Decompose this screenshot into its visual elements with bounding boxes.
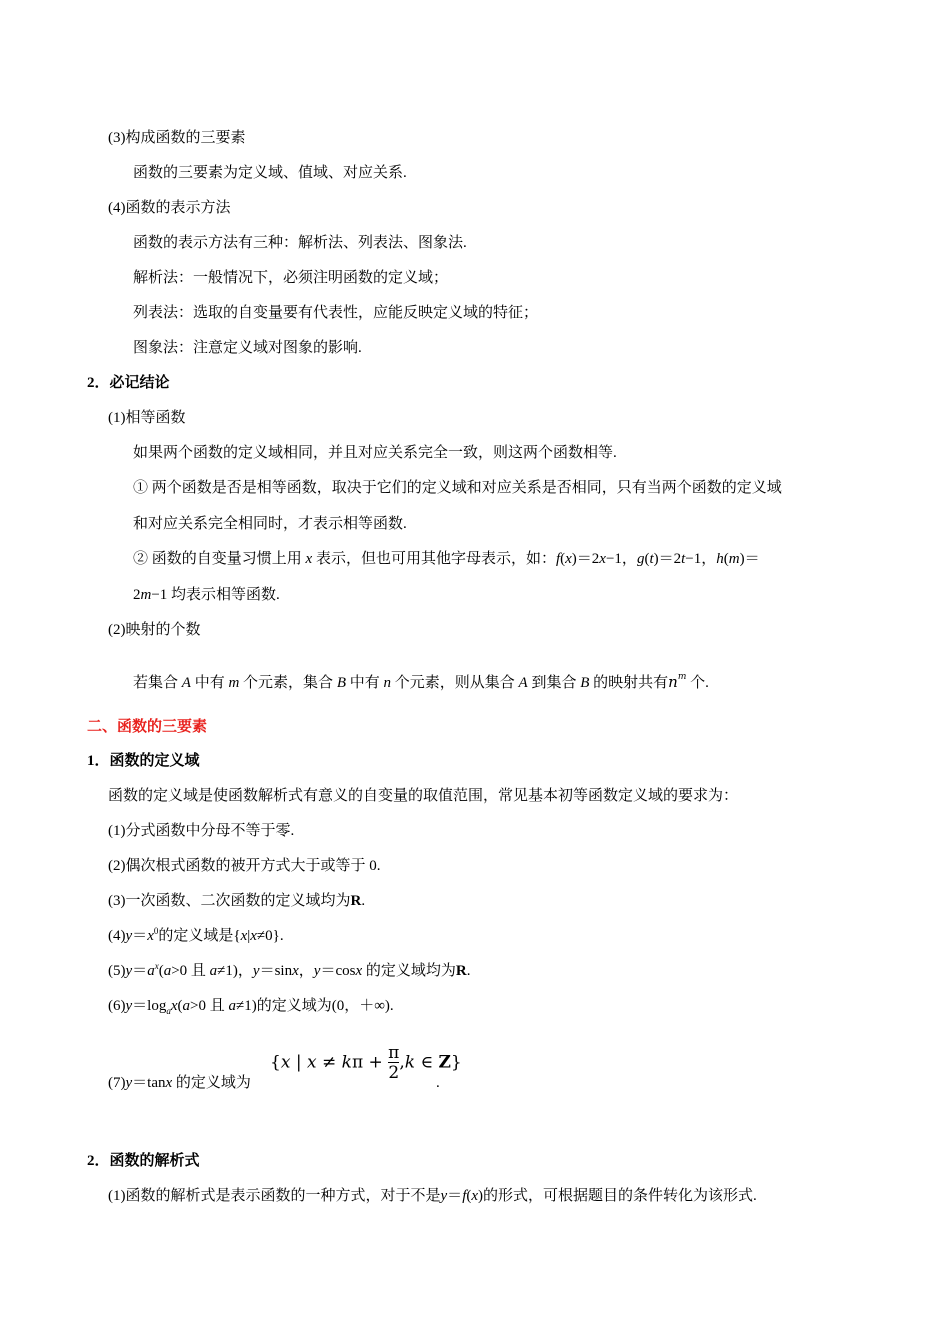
note2-line2: 2m−1 均表示相等函数. (133, 587, 280, 603)
domain-rule-2: (2)偶次根式函数的被开方式大于或等于 0. (108, 858, 381, 874)
section-title-three-elements: 二、函数的三要素 (87, 719, 208, 735)
mapping-power: $n^m$ (668, 672, 687, 691)
heading-text: 必记结论 (109, 375, 170, 391)
domain-rule-6: $(6)y=\log_ax(a>0$ 且 a≠1)的定义域为(0，＋∞). (108, 998, 394, 1016)
domain-intro: 函数的定义域是使函数解析式有意义的自变量的取值范围，常见基本初等函数定义域的要求为： (108, 788, 739, 804)
heading-domain: 1．函数的定义域 (87, 753, 200, 769)
note2-line1: ② 函数的自变量习惯上用 x 表示，但也可用其他字母表示，如：f(x)＝2x−1，g(t)＝2t−1，h(m)＝ (133, 551, 760, 567)
heading-expression: 2．函数的解析式 (87, 1153, 200, 1169)
domain-rule-7-end: . (436, 1075, 440, 1091)
item3-body: 函数的三要素为定义域、值域、对应关系. (133, 165, 407, 181)
note1-line2: 和对应关系完全相同时，才表示相等函数. (133, 516, 407, 532)
expression-para-1: (1)函数的解析式是表示函数的一种方式，对于不是y＝f(x)的形式，可根据题目的条件转化为该形式. (108, 1188, 757, 1204)
tuxiang-method: 图象法：注意定义域对图象的影响. (133, 340, 362, 356)
liebiao-method: 列表法：选取的自变量要有代表性，应能反映定义域的特征； (133, 305, 539, 321)
domain-rule-5: $(5)y=a^x(a>0$ 且 a≠1)，y＝sinx，y＝cosx 的定义域均为R. (108, 961, 471, 979)
mapping-body: 若集合 A 中有 m 个元素，集合 B 中有 n 个元素，则从集合 A 到集合 B 的映射共有$n^m$ 个. (133, 672, 709, 691)
item4-title: (4)函数的表示方法 (108, 200, 231, 216)
item3-title: (3)构成函数的三要素 (108, 130, 246, 146)
domain-rule-3: (3)一次函数、二次函数的定义域均为R. (108, 893, 366, 909)
jiexi-method: 解析法：一般情况下，必须注明函数的定义域； (133, 270, 449, 286)
mapping-title: (2)映射的个数 (108, 622, 201, 638)
equal-functions-title: (1)相等函数 (108, 410, 186, 426)
item4-body: 函数的表示方法有三种：解析法、列表法、图象法. (133, 235, 467, 251)
note1-line1: ① 两个函数是否是相等函数，取决于它们的定义域和对应关系是否相同，只有当两个函数的定义域 (133, 480, 782, 496)
heading-bijijielun (87, 372, 170, 394)
tan-domain-formula: {x | x ≠ kπ + $\frac{\pi}{2}$ ,k ∈ Z} (270, 1043, 462, 1083)
domain-rule-4: $(4)y=x^0$的定义域是{x|x≠0}. (108, 926, 284, 944)
equal-functions-body: 如果两个函数的定义域相同，并且对应关系完全一致，则这两个函数相等. (133, 445, 617, 461)
domain-rule-7: (7)y＝tanx 的定义域为 (108, 1075, 251, 1091)
pi-over-two-fraction: $\frac{\pi}{2}$ (388, 1043, 400, 1083)
domain-rule-1: (1)分式函数中分母不等于零. (108, 823, 295, 839)
heading-number: 2． (87, 375, 110, 391)
